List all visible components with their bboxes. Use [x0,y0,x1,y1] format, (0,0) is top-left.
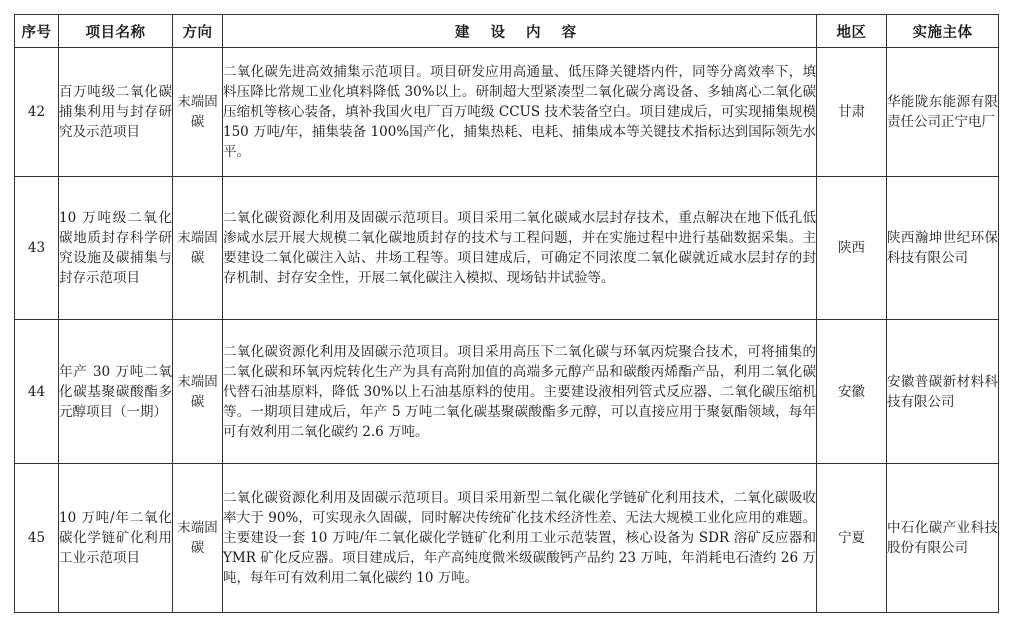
table-row [15,464,999,613]
row-content: 二氧化碳先进高效捕集示范项目。项目研发应用高通量、低压降关键塔内件，同等分离效率下，填料压降比常规工业化填料降低 30%以上。研制超大型紧凑型二氧化碳分离设备、多轴离心二氧化碳压缩机等核心装备，填补我国火电厂百万吨级 CCUS 技术装备空白。项目建成后，可实现捕集规模 150 万吨/年，捕集装备 100%国产化，捕集热耗、电耗、捕集成本等关键技术指标达到国际领先水平。 [223,48,817,177]
row-content: 二氧化碳资源化利用及固碳示范项目。项目采用新型二氧化碳化学链矿化利用技术，二氧化碳吸收率大于 90%，可实现永久固碳，同时解决传统矿化技术经济性差、无法大规模工业化应用的难题。主要建设一套 10 万吨/年二氧化碳化学链矿化利用工业示范装置，核心设备为 SDR 溶矿反应器和 YMR 矿化反应器。项目建成后，年产高纯度微米级碳酸钙产品约 23 万吨，年消耗电石渣约 26 万吨，每年可有效利用二氧化碳约 10 万吨。 [223,464,817,613]
row-entity: 安徽普碳新材料科技有限公司 [887,320,999,464]
row-content: 二氧化碳资源化利用及固碳示范项目。项目采用高压下二氧化碳与环氧丙烷聚合技术，可将捕集的二氧化碳和环氧丙烷转化生产为具有高附加值的高端多元醇产品和碳酸丙烯酯产品，利用二氧化碳代替石油基原料，降低 30%以上石油基原料的使用。主要建设液相列管式反应器、二氧化碳压缩机等。一期项目建成后，年产 5 万吨二氧化碳基聚碳酸酯多元醇，可以直接应用于聚氨酯领域，每年可有效利用二氧化碳约 2.6 万吨。 [223,320,817,464]
row-project-name: 10 万吨/年二氧化碳化学链矿化利用工业示范项目 [59,464,173,613]
row-project-name: 10 万吨级二氧化碳地质封存科学研究设施及碳捕集与封存示范项目 [59,177,173,320]
row-entity: 陕西瀚坤世纪环保科技有限公司 [887,177,999,320]
header-name: 项目名称 [59,15,173,48]
row-content: 二氧化碳资源化利用及固碳示范项目。项目采用二氧化碳咸水层封存技术，重点解决在地下低孔低渗咸水层开展大规模二氧化碳地质封存的技术与工程问题，并在实施过程中进行基础数据采集。主要建设二氧化碳注入站、井场工程等。项目建成后，可确定不同浓度二氧化碳就近咸水层封存的封存机制、封存安全性，开展二氧化碳注入模拟、现场钻井试验等。 [223,177,817,320]
row-region: 宁夏 [817,464,887,613]
row-region: 安徽 [817,320,887,464]
table-row [15,177,999,320]
row-seq: 44 [15,320,59,464]
table-row [15,48,999,177]
row-direction: 末端固碳 [173,48,223,177]
row-entity: 中石化碳产业科技股份有限公司 [887,464,999,613]
row-entity: 华能陇东能源有限责任公司正宁电厂 [887,48,999,177]
table-header-row [15,15,999,48]
table-row [15,320,999,464]
row-region: 甘肃 [817,48,887,177]
header-seq: 序号 [15,15,59,48]
row-project-name: 年产 30 万吨二氧化碳基聚碳酸酯多元醇项目（一期） [59,320,173,464]
row-seq: 45 [15,464,59,613]
row-region: 陕西 [817,177,887,320]
header-entity: 实施主体 [887,15,999,48]
row-direction: 末端固碳 [173,177,223,320]
header-region: 地区 [817,15,887,48]
row-seq: 43 [15,177,59,320]
project-table [14,14,999,613]
row-seq: 42 [15,48,59,177]
header-content: 建 设 内 容 [223,15,817,48]
row-direction: 末端固碳 [173,320,223,464]
row-project-name: 百万吨级二氧化碳捕集利用与封存研究及示范项目 [59,48,173,177]
row-direction: 末端固碳 [173,464,223,613]
header-direction: 方向 [173,15,223,48]
